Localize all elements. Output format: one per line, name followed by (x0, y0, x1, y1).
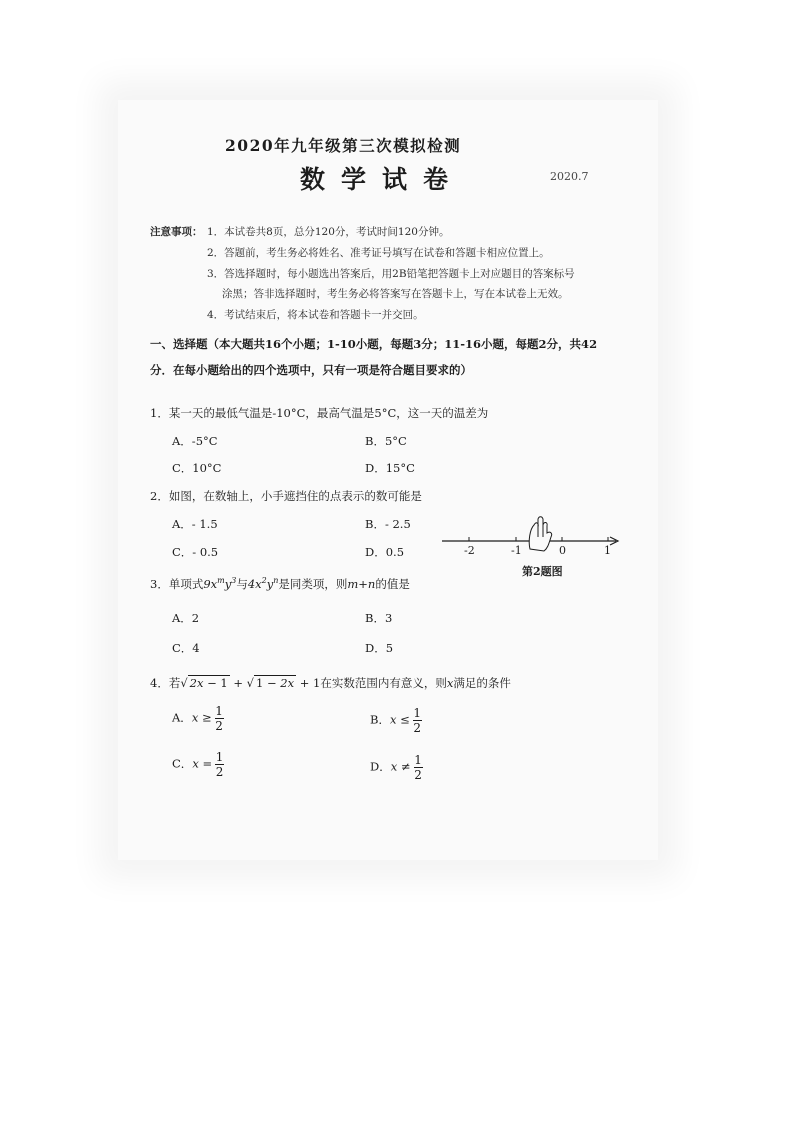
question-3-variable: m+n (347, 577, 376, 591)
question-3-option-b: B．3 (365, 611, 393, 625)
fraction-numerator: 1 (414, 753, 422, 767)
tick-label: -2 (464, 544, 475, 557)
fraction-numerator: 1 (413, 706, 422, 720)
question-3-option-c: C．4 (172, 641, 200, 655)
option-label: A． (172, 710, 192, 725)
fraction-one-half (413, 706, 422, 735)
question-2-stem: 2．如图，在数轴上，小手遮挡住的点表示的数可能是 (150, 489, 422, 503)
note-item-4: 4．考试结束后，将本试卷和答题卡一并交回。 (207, 309, 424, 321)
option-relation: x ≠ (390, 759, 411, 774)
notes-label: 注意事项： (150, 226, 203, 238)
question-4-stem-post: 在实数范围内有意义，则 (320, 676, 447, 690)
question-3-stem-mid: 与 (236, 577, 248, 591)
exam-title-line2: 数学试卷 (300, 165, 465, 194)
exam-title-line1: 2020年九年级第三次模拟检测 (225, 136, 462, 155)
number-line-figure (438, 515, 628, 585)
option-label: C． (172, 756, 193, 771)
question-2-option-c: C．- 0.5 (172, 545, 219, 559)
fraction-denominator: 2 (413, 721, 422, 735)
tick-label: 1 (604, 544, 611, 557)
option-label: D． (370, 759, 391, 774)
question-3-stem-post: 是同类项，则 (278, 577, 348, 591)
question-4-variable: x (446, 676, 454, 690)
note-item-3: 3．答选择题时，每小题选出答案后，用2B铅笔把答题卡上对应题目的答案标号 (207, 268, 575, 280)
question-1-option-c: C．10°C (172, 461, 222, 475)
question-3-option-a: A．2 (172, 611, 200, 625)
fraction-numerator: 1 (215, 704, 223, 718)
fraction-denominator: 2 (215, 719, 223, 733)
fraction-denominator: 2 (215, 765, 224, 779)
note-item-3-cont: 涂黑；答非选择题时，考生务必将答案写在答题卡上，写在本试卷上无效。 (222, 288, 569, 300)
paper-sheet (118, 100, 658, 860)
exam-date: 2020.7 (550, 170, 589, 183)
section1-heading: 一、选择题（本大题共16个小题；1-10小题，每题3分；11-16小题，每题2分，共42 (150, 337, 598, 351)
option-label: B． (370, 712, 390, 727)
question-4-stem (150, 675, 511, 691)
question-3-option-d: D．5 (365, 641, 394, 655)
fraction-one-half (215, 750, 224, 779)
option-relation: x ≥ (191, 710, 212, 725)
fraction-numerator: 1 (215, 750, 224, 764)
question-3-stem (150, 576, 410, 592)
fraction-one-half (414, 753, 423, 782)
question-2-option-a: A．- 1.5 (172, 517, 218, 531)
question-1-stem: 1．某一天的最低气温是-10°C，最高气温是5°C，这一天的温差为 (150, 406, 489, 420)
question-2-option-d: D．0.5 (365, 545, 405, 559)
question-4-option-c (172, 750, 224, 779)
figure-caption: 第2题图 (522, 565, 563, 578)
tick-label: -1 (511, 544, 522, 557)
note-item-2: 2．答题前，考生务必将姓名、准考证号填写在试卷和答题卡相应位置上。 (207, 247, 550, 259)
monomial-1: $9x^my^3$ (203, 576, 237, 591)
question-4-option-a (172, 704, 224, 733)
hand-icon (529, 517, 551, 551)
section1-heading-cont: 分．在每小题给出的四个选项中，只有一项是符合题目要求的） (150, 363, 472, 377)
fraction-one-half (215, 704, 224, 733)
monomial-2: $4x^2y^n$ (247, 576, 279, 591)
question-4-stem-pre: 4．若 (150, 676, 181, 690)
note-item-1: 1．本试卷共8页，总分120分，考试时间120分钟。 (207, 226, 450, 238)
question-4-option-d (370, 753, 423, 782)
question-2-option-b: B．- 2.5 (365, 517, 411, 531)
fraction-denominator: 2 (414, 768, 422, 782)
question-1-option-d: D．15°C (365, 461, 415, 475)
question-4-stem-end: 满足的条件 (453, 676, 511, 690)
option-relation: x = (192, 756, 213, 771)
question-1-option-b: B．5°C (365, 434, 407, 448)
option-relation: x ≤ (389, 712, 410, 727)
question-3-stem-pre: 3．单项式 (150, 577, 204, 591)
question-4-option-b (370, 706, 422, 735)
radical-expression: √ 2x − 1 + √ 1 − 2x + 1 (180, 676, 321, 690)
question-3-stem-end: 的值是 (375, 577, 410, 591)
tick-label: 0 (559, 544, 566, 557)
question-1-option-a: A．-5°C (172, 434, 218, 448)
